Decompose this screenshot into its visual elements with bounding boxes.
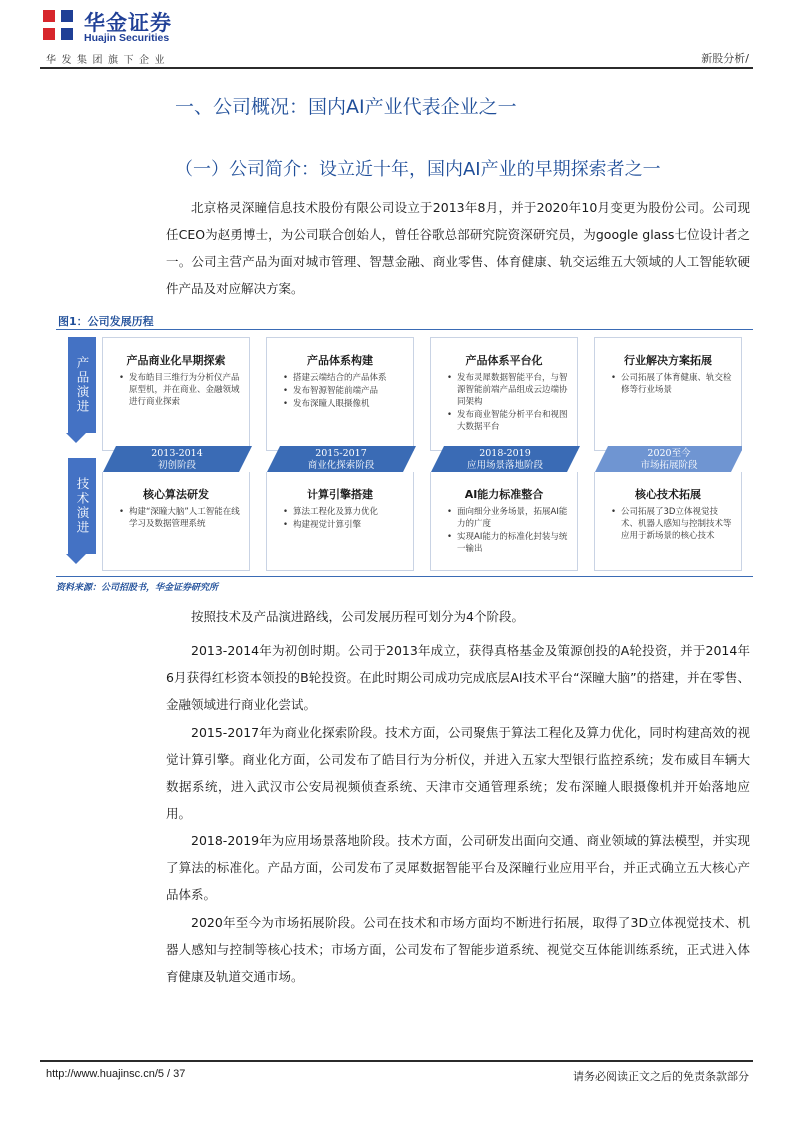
- product-stage-box: 产品商业化早期探索 • 发布皓目三维行为分析仪产品原型机，并在商业、金融领域进行商业探索: [102, 337, 250, 451]
- stage-label: 2013-2014 初创阶段: [151, 448, 203, 471]
- product-arrow-icon: [66, 433, 86, 443]
- list-item: • 构建“深瞳大脑”人工智能在线学习及数据管理系统: [119, 506, 241, 530]
- body-paragraph: 2013-2014年为初创时期。公司于2013年成立，获得真格基金及策源创投的A轮投资，并于2014年6月获得红杉资本领投的B轮投资。在此时期公司成功完成底层AI技术平台“深瞳大脑”的搭建，并在零售、金融领域进行商业化尝试。: [166, 643, 750, 712]
- tech-stage-box: AI能力标准整合 • 面向细分业务场景，拓展AI能力的广度 • 实现AI能力的标准化封装与统一输出: [430, 472, 578, 571]
- product-stage-box: 产品体系平台化 • 发布灵犀数据智能平台，与智源智能前端产品组成云边端协同架构 • 发布商业智能分析平台和视图大数据平台: [430, 337, 578, 451]
- list-item: • 面向细分业务场景，拓展AI能力的广度: [447, 506, 569, 530]
- development-timeline-figure: [62, 337, 742, 570]
- list-item: • 公司拓展了3D立体视觉技术、机器人感知与控制技术等应用于新场景的核心技术: [611, 506, 733, 542]
- brand-name-cn: 华金证券: [84, 11, 172, 35]
- product-row-label: 产品演进: [68, 337, 96, 433]
- brand-name-en: Huajin Securities: [84, 32, 170, 44]
- list-item: • 实现AI能力的标准化封装与统一输出: [447, 531, 569, 555]
- report-type: 新股分析/: [701, 52, 749, 65]
- stage-label: 2018-2019 应用场景落地阶段: [466, 448, 543, 471]
- footer-url-page[interactable]: http://www.huajinsc.cn/5 / 37: [46, 1068, 186, 1080]
- group-tagline: 华发集团旗下企业: [46, 55, 170, 66]
- footer-disclaimer: 请务必阅读正文之后的免责条款部分: [573, 1070, 749, 1083]
- section-heading: 一、公司概况：国内AI产业代表企业之一: [175, 96, 517, 118]
- list-item: • 发布商业智能分析平台和视图大数据平台: [447, 409, 569, 433]
- figure-source: 资料来源：公司招股书，华金证券研究所: [56, 583, 219, 593]
- subsection-heading: （一）公司简介：设立近十年，国内AI产业的早期探索者之一: [175, 159, 661, 180]
- figure-top-rule: [56, 329, 753, 330]
- tech-stage-box: 核心技术拓展 • 公司拓展了3D立体视觉技术、机器人感知与控制技术等应用于新场景的核心技术: [594, 472, 742, 571]
- figure-bottom-rule: [56, 576, 753, 577]
- intro-paragraph: 北京格灵深瞳信息技术股份有限公司设立于2013年8月，并于2020年10月变更为股份公司。公司现任CEO为赵勇博士，为公司联合创始人，曾任谷歌总部研究院资深研究员，为google glass七位设计者之一。公司主营产品为面对城市管理、智慧金融、商业零售、体育健康、轨交运维五大领域的人工智能软硬件产品及对应解决方案。: [166, 200, 750, 296]
- figure-title: 图1：公司发展历程: [58, 315, 154, 328]
- tech-stage-box: 核心算法研发 • 构建“深瞳大脑”人工智能在线学习及数据管理系统: [102, 472, 250, 571]
- stage-label: 2015-2017 商业化探索阶段: [307, 448, 375, 471]
- product-stage-box: 产品体系构建 • 搭建云端结合的产品体系 • 发布智源智能前端产品 • 发布深瞳人眼摄像机: [266, 337, 414, 451]
- stage-label: 2020至今 市场拓展阶段: [640, 448, 698, 471]
- list-item: • 发布灵犀数据智能平台，与智源智能前端产品组成云边端协同架构: [447, 372, 569, 408]
- list-item: • 发布深瞳人眼摄像机: [283, 398, 405, 410]
- footer-divider: [40, 1060, 753, 1062]
- tech-arrow-icon: [66, 554, 86, 564]
- list-item: • 搭建云端结合的产品体系: [283, 372, 405, 384]
- huajin-logo-icon: [41, 8, 75, 42]
- product-stage-box: 行业解决方案拓展 • 公司拓展了体育健康、轨交检修等行业场景: [594, 337, 742, 451]
- body-paragraph: 2018-2019年为应用场景落地阶段。技术方面，公司研发出面向交通、商业领域的算法模型，并实现了算法的标准化。产品方面，公司发布了灵犀数据智能平台及深瞳行业应用平台，并正式确立五大核心产品体系。: [166, 833, 750, 902]
- tech-stage-box: 计算引擎搭建 • 算法工程化及算力优化 • 构建视觉计算引擎: [266, 472, 414, 571]
- list-item: • 公司拓展了体育健康、轨交检修等行业场景: [611, 372, 733, 396]
- list-item: • 发布皓目三维行为分析仪产品原型机，并在商业、金融领域进行商业探索: [119, 372, 241, 408]
- body-paragraph: 2020年至今为市场拓展阶段。公司在技术和市场方面均不断进行拓展，取得了3D立体视觉技术、机器人感知与控制等核心技术；市场方面，公司发布了智能步道系统、视觉交互体能训练系统，正式进入体育健康及轨道交通市场。: [166, 915, 750, 984]
- header-divider: [40, 67, 753, 69]
- body-paragraph: 按照技术及产品演进路线，公司发展历程可划分为4个阶段。: [191, 609, 524, 624]
- body-paragraph: 2015-2017年为商业化探索阶段。技术方面，公司聚焦于算法工程化及算力优化，同时构建高效的视觉计算引擎。商业化方面，公司发布了皓目行为分析仪，并进入五家大型银行监控系统；发布威目车辆大数据系统，进入武汉市公安局视频侦查系统、天津市交通管理系统；发布深瞳人眼摄像机并开始落地应用。: [166, 725, 750, 821]
- list-item: • 算法工程化及算力优化: [283, 506, 405, 518]
- tech-row-label: 技术演进: [68, 458, 96, 554]
- list-item: • 发布智源智能前端产品: [283, 385, 405, 397]
- list-item: • 构建视觉计算引擎: [283, 519, 405, 531]
